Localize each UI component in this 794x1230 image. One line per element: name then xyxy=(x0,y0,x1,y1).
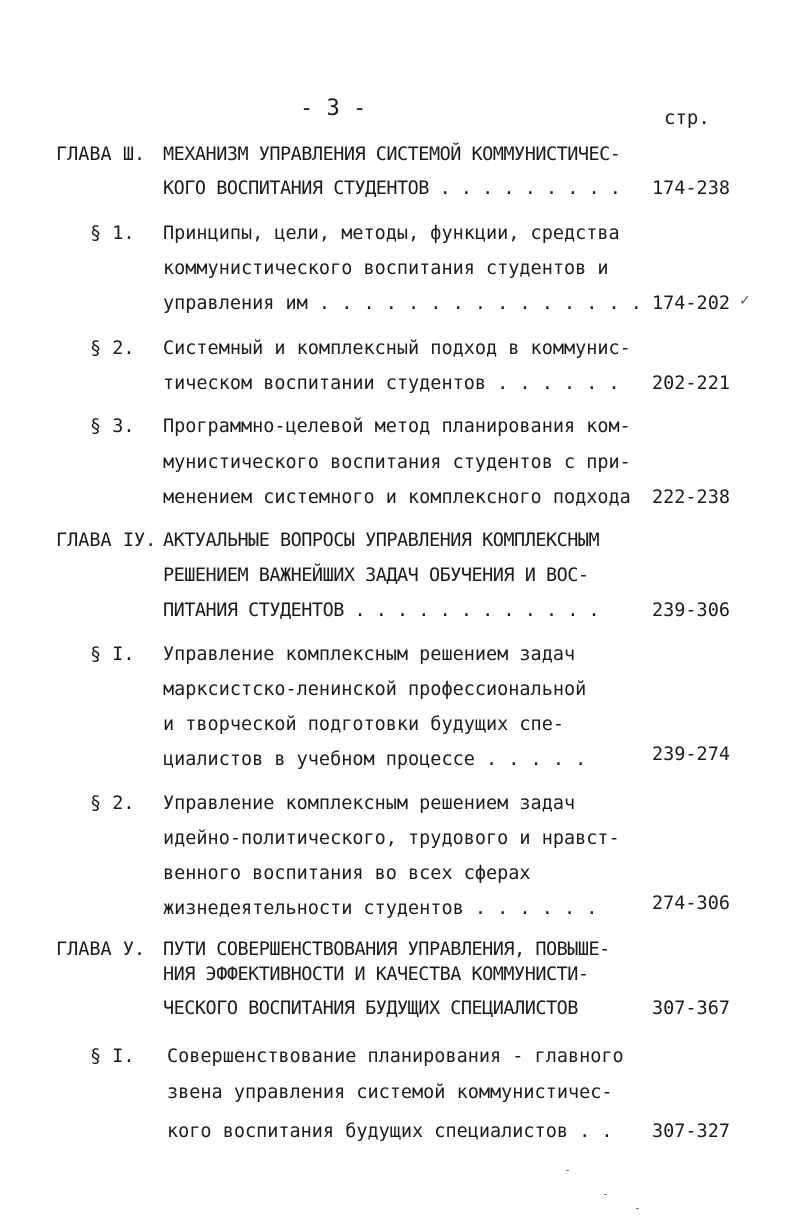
section-5-1-label: § I. xyxy=(90,1046,135,1067)
section-3-1-label: § 1. xyxy=(90,223,135,244)
chapter-4-label: ГЛАВА IУ. xyxy=(56,530,157,551)
section-3-1-line-3: управления им . . . . . . . . . . . . . . . xyxy=(163,293,642,314)
section-5-1-pages: 307-327 xyxy=(652,1121,730,1142)
section-4-2-line-3: венного воспитания во всех сферах xyxy=(163,863,531,884)
chapter-5-title-line-1: ПУТИ СОВЕРШЕНСТВОВАНИЯ УПРАВЛЕНИЯ, ПОВЫШЕ- xyxy=(163,939,610,960)
section-4-2-line-4: жизнедеятельности студентов . . . . . . xyxy=(163,898,598,919)
section-4-2-line-1: Управление комплексным решением задач xyxy=(163,793,576,814)
section-4-1-pages: 239-274 xyxy=(652,744,730,765)
section-4-2-label: § 2. xyxy=(90,793,135,814)
page-number: - 3 - xyxy=(300,96,367,121)
chapter-3-title-line-1: МЕХАНИЗМ УПРАВЛЕНИЯ СИСТЕМОЙ КОММУНИСТИЧЕС- xyxy=(163,144,621,165)
section-4-2-pages: 274-306 xyxy=(652,893,730,914)
section-3-3-line-3: менением системного и комплексного подхода xyxy=(163,487,631,508)
section-3-1-line-1: Принципы, цели, методы, функции, средства xyxy=(163,223,620,244)
section-3-1-pages: 174-202 xyxy=(652,293,730,314)
section-3-3-pages: 222-238 xyxy=(652,487,730,508)
chapter-3-label: ГЛАВА Ш. xyxy=(56,144,146,165)
check-mark: ✓ xyxy=(740,290,750,309)
section-3-2-label: § 2. xyxy=(90,338,135,359)
chapter-3-title-line-2: КОГО ВОСПИТАНИЯ СТУДЕНТОВ . . . . . . . . . xyxy=(163,178,621,199)
scan-speck xyxy=(566,1170,569,1171)
section-3-2-line-2: тическом воспитании студентов . . . . . . xyxy=(163,373,620,394)
section-5-1-line-3: кого воспитания будущих специалистов . . xyxy=(167,1121,613,1142)
section-4-1-line-1: Управление комплексным решением задач xyxy=(163,644,576,665)
chapter-5-title-line-3: ЧЕСКОГО ВОСПИТАНИЯ БУДУЩИХ СПЕЦИАЛИСТОВ xyxy=(163,998,578,1019)
section-5-1-line-2: звена управления системой коммунистичес- xyxy=(167,1082,613,1103)
chapter-5-pages: 307-367 xyxy=(652,998,730,1019)
section-3-3-line-2: мунистического воспитания студентов с при- xyxy=(163,452,631,473)
scan-speck xyxy=(636,1208,639,1209)
section-4-1-line-4: циалистов в учебном процессе . . . . . xyxy=(163,749,587,770)
section-3-2-pages: 202-221 xyxy=(652,373,730,394)
chapter-4-title-line-1: АКТУАЛЬНЫЕ ВОПРОСЫ УПРАВЛЕНИЯ КОМПЛЕКСНЫМ xyxy=(163,530,600,551)
chapter-3-pages: 174-238 xyxy=(652,178,730,199)
section-3-1-line-2: коммунистического воспитания студентов и xyxy=(163,258,609,279)
chapter-5-title-line-2: НИЯ ЭФФЕКТИВНОСТИ И КАЧЕСТВА КОММУНИСТИ- xyxy=(163,964,589,985)
section-5-1-line-1: Совершенствование планирования - главного xyxy=(167,1046,624,1067)
section-4-1-label: § I. xyxy=(90,644,135,665)
section-4-1-line-3: и творческой подготовки будущих спе- xyxy=(163,714,564,735)
scan-speck xyxy=(604,1194,607,1195)
chapter-5-label: ГЛАВА У. xyxy=(56,939,146,960)
section-3-3-line-1: Программно-целевой метод планирования ком- xyxy=(163,416,631,437)
section-3-3-label: § 3. xyxy=(90,416,135,437)
chapter-4-pages: 239-306 xyxy=(652,600,730,621)
chapter-4-title-line-2: РЕШЕНИЕМ ВАЖНЕЙШИХ ЗАДАЧ ОБУЧЕНИЯ И ВОС- xyxy=(163,565,589,586)
section-4-2-line-2: идейно-политического, трудового и нравст- xyxy=(163,828,620,849)
chapter-4-title-line-3: ПИТАНИЯ СТУДЕНТОВ . . . . . . . . . . . . xyxy=(163,600,600,621)
section-4-1-line-2: марксистско-ленинской профессиональной xyxy=(163,679,587,700)
section-3-2-line-1: Системный и комплексный подход в коммунис- xyxy=(163,338,631,359)
page-column-label: стр. xyxy=(664,107,710,129)
